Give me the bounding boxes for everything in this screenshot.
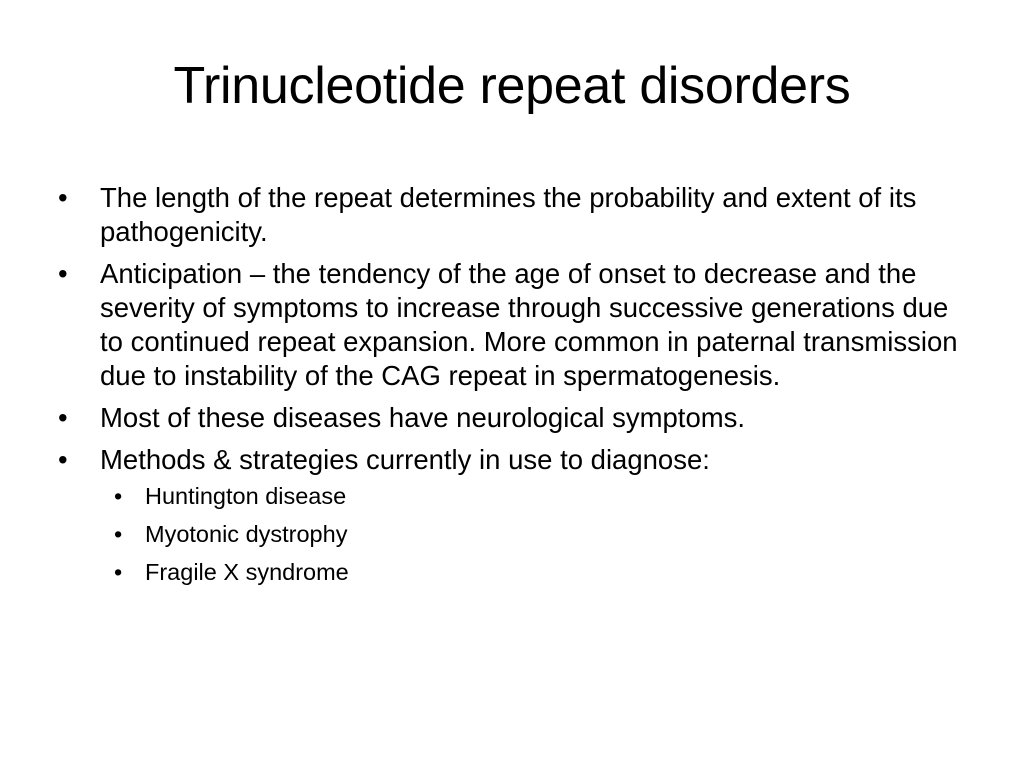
- bullet-dot-icon: •: [114, 483, 123, 509]
- bullet-dot-icon: •: [58, 182, 68, 213]
- bullet-list: [58, 181, 978, 595]
- sub-bullet-item: [100, 557, 978, 587]
- bullet-dot-icon: •: [58, 402, 68, 433]
- bullet-dot-icon: •: [58, 444, 68, 475]
- sub-bullet-item: [100, 519, 978, 549]
- slide-title: Trinucleotide repeat disorders: [173, 57, 851, 115]
- bullet-dot-icon: •: [114, 559, 123, 585]
- bullet-dot-icon: •: [114, 521, 123, 547]
- bullet-text: Methods & strategies currently in use to diagnose:: [100, 444, 710, 475]
- bullet-text: The length of the repeat determines the probability and extent of its pathogenicity.: [100, 182, 917, 247]
- bullet-text: Most of these diseases have neurological symptoms.: [100, 402, 746, 433]
- bullet-item: [58, 401, 978, 435]
- bullet-text: Anticipation – the tendency of the age of onset to decrease and the severity of symptoms to increase through successive generations due to continued repeat expansion. More common in paternal transmission due to instability of the CAG repeat in spermatogenesis.: [100, 258, 958, 391]
- bullet-item: [58, 443, 978, 587]
- sub-bullet-list: [100, 481, 978, 587]
- sub-bullet-item: [100, 481, 978, 511]
- sub-bullet-text: Myotonic dystrophy: [145, 521, 348, 547]
- bullet-dot-icon: •: [58, 258, 68, 289]
- sub-bullet-text: Huntington disease: [145, 483, 347, 509]
- bullet-item: [58, 181, 978, 249]
- bullet-item: [58, 257, 978, 393]
- sub-bullet-text: Fragile X syndrome: [145, 559, 349, 585]
